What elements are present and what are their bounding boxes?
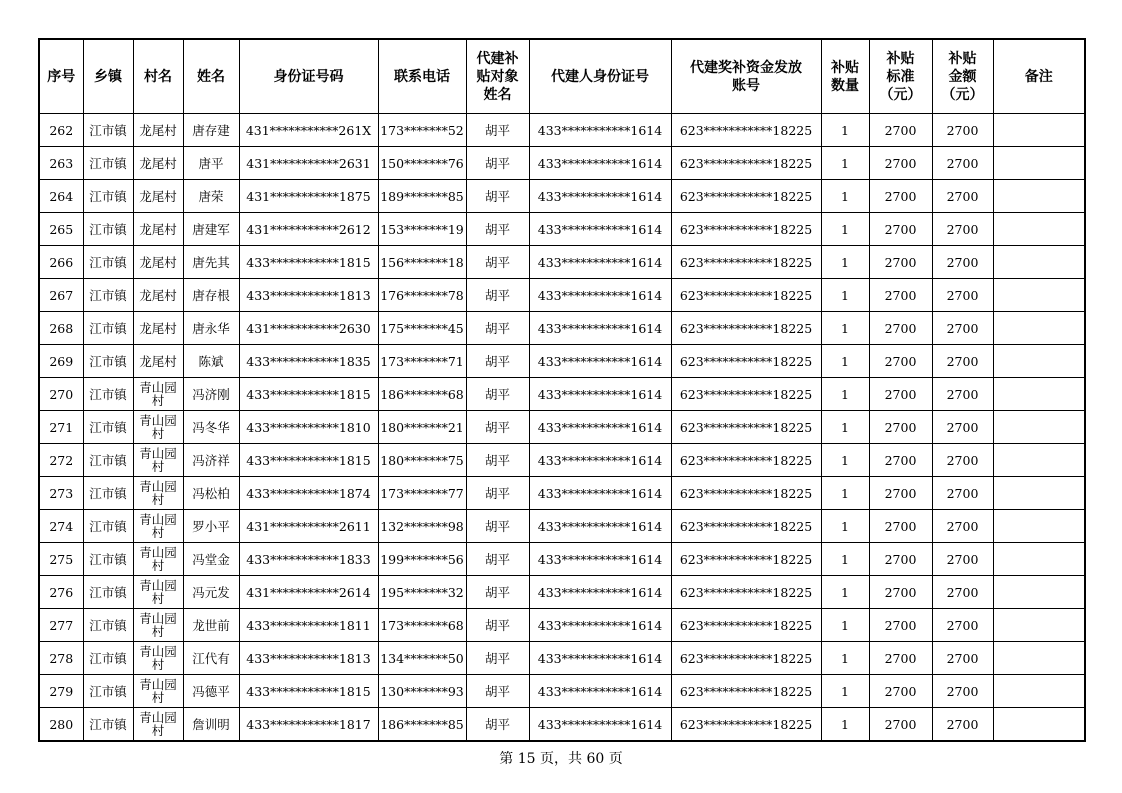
proxy-id-cell: 433***********1614	[529, 477, 671, 510]
seq-cell: 277	[39, 609, 83, 642]
remarks-cell	[993, 675, 1085, 708]
standard-cell: 2700	[869, 576, 932, 609]
village-cell: 青山园村	[133, 444, 183, 477]
proxy-id-cell: 433***********1614	[529, 114, 671, 147]
name-cell: 冯德平	[183, 675, 239, 708]
standard-cell: 2700	[869, 246, 932, 279]
quantity-cell: 1	[821, 213, 869, 246]
account-cell: 623***********18225	[671, 708, 821, 742]
proxy-name-cell: 胡平	[466, 345, 529, 378]
phone-cell: 132*******98	[378, 510, 466, 543]
name-cell: 冯堂金	[183, 543, 239, 576]
quantity-cell: 1	[821, 576, 869, 609]
quantity-cell: 1	[821, 477, 869, 510]
name-cell: 唐存根	[183, 279, 239, 312]
remarks-cell	[993, 411, 1085, 444]
town-cell: 江市镇	[83, 180, 133, 213]
name-cell: 冯济祥	[183, 444, 239, 477]
quantity-cell: 1	[821, 510, 869, 543]
town-cell: 江市镇	[83, 312, 133, 345]
id-number-cell: 433***********1811	[239, 609, 378, 642]
proxy-name-cell: 胡平	[466, 246, 529, 279]
standard-cell: 2700	[869, 675, 932, 708]
proxy-name-cell: 胡平	[466, 477, 529, 510]
table-row	[39, 543, 1085, 576]
town-cell: 江市镇	[83, 411, 133, 444]
table-row	[39, 114, 1085, 147]
standard-cell: 2700	[869, 708, 932, 742]
standard-cell: 2700	[869, 543, 932, 576]
account-cell: 623***********18225	[671, 114, 821, 147]
account-cell: 623***********18225	[671, 444, 821, 477]
table-body	[39, 114, 1085, 742]
id-number-cell: 433***********1817	[239, 708, 378, 742]
town-cell: 江市镇	[83, 213, 133, 246]
village-cell: 龙尾村	[133, 180, 183, 213]
amount-cell: 2700	[932, 279, 993, 312]
phone-cell: 199*******56	[378, 543, 466, 576]
proxy-name-cell: 胡平	[466, 708, 529, 742]
standard-cell: 2700	[869, 345, 932, 378]
proxy-id-cell: 433***********1614	[529, 576, 671, 609]
col-header-seq: 序号	[39, 39, 83, 114]
seq-cell: 270	[39, 378, 83, 411]
id-number-cell: 431***********2612	[239, 213, 378, 246]
remarks-cell	[993, 543, 1085, 576]
id-number-cell: 433***********1813	[239, 642, 378, 675]
remarks-cell	[993, 576, 1085, 609]
town-cell: 江市镇	[83, 477, 133, 510]
name-cell: 冯济刚	[183, 378, 239, 411]
account-cell: 623***********18225	[671, 147, 821, 180]
account-cell: 623***********18225	[671, 180, 821, 213]
amount-cell: 2700	[932, 642, 993, 675]
id-number-cell: 433***********1815	[239, 675, 378, 708]
phone-cell: 180*******21	[378, 411, 466, 444]
seq-cell: 275	[39, 543, 83, 576]
village-cell: 青山园村	[133, 576, 183, 609]
proxy-id-cell: 433***********1614	[529, 510, 671, 543]
col-header-id-number: 身份证号码	[239, 39, 378, 114]
seq-cell: 266	[39, 246, 83, 279]
village-cell: 龙尾村	[133, 279, 183, 312]
amount-cell: 2700	[932, 213, 993, 246]
village-cell: 青山园村	[133, 675, 183, 708]
proxy-name-cell: 胡平	[466, 444, 529, 477]
standard-cell: 2700	[869, 642, 932, 675]
amount-cell: 2700	[932, 444, 993, 477]
amount-cell: 2700	[932, 510, 993, 543]
quantity-cell: 1	[821, 114, 869, 147]
col-header-town: 乡镇	[83, 39, 133, 114]
col-header-standard: 补贴 标准 （元）	[869, 39, 932, 114]
village-cell: 龙尾村	[133, 147, 183, 180]
phone-cell: 156*******18	[378, 246, 466, 279]
account-cell: 623***********18225	[671, 576, 821, 609]
seq-cell: 273	[39, 477, 83, 510]
account-cell: 623***********18225	[671, 543, 821, 576]
amount-cell: 2700	[932, 378, 993, 411]
amount-cell: 2700	[932, 147, 993, 180]
quantity-cell: 1	[821, 345, 869, 378]
amount-cell: 2700	[932, 543, 993, 576]
name-cell: 唐建军	[183, 213, 239, 246]
table-row	[39, 477, 1085, 510]
village-cell: 青山园村	[133, 411, 183, 444]
col-header-proxy-id: 代建人身份证号	[529, 39, 671, 114]
standard-cell: 2700	[869, 279, 932, 312]
col-header-proxy-name: 代建补 贴对象 姓名	[466, 39, 529, 114]
name-cell: 唐荣	[183, 180, 239, 213]
id-number-cell: 431***********2611	[239, 510, 378, 543]
seq-cell: 278	[39, 642, 83, 675]
account-cell: 623***********18225	[671, 345, 821, 378]
phone-cell: 173*******68	[378, 609, 466, 642]
standard-cell: 2700	[869, 213, 932, 246]
remarks-cell	[993, 147, 1085, 180]
name-cell: 唐平	[183, 147, 239, 180]
remarks-cell	[993, 609, 1085, 642]
proxy-name-cell: 胡平	[466, 411, 529, 444]
amount-cell: 2700	[932, 708, 993, 742]
seq-cell: 271	[39, 411, 83, 444]
village-cell: 青山园村	[133, 708, 183, 742]
seq-cell: 269	[39, 345, 83, 378]
name-cell: 江代有	[183, 642, 239, 675]
col-header-account: 代建奖补资金发放 账号	[671, 39, 821, 114]
village-cell: 龙尾村	[133, 213, 183, 246]
seq-cell: 280	[39, 708, 83, 742]
quantity-cell: 1	[821, 675, 869, 708]
town-cell: 江市镇	[83, 543, 133, 576]
town-cell: 江市镇	[83, 642, 133, 675]
table-row	[39, 213, 1085, 246]
remarks-cell	[993, 510, 1085, 543]
quantity-cell: 1	[821, 444, 869, 477]
amount-cell: 2700	[932, 609, 993, 642]
remarks-cell	[993, 444, 1085, 477]
id-number-cell: 433***********1813	[239, 279, 378, 312]
proxy-id-cell: 433***********1614	[529, 246, 671, 279]
name-cell: 龙世前	[183, 609, 239, 642]
id-number-cell: 431***********2630	[239, 312, 378, 345]
phone-cell: 180*******75	[378, 444, 466, 477]
proxy-name-cell: 胡平	[466, 312, 529, 345]
account-cell: 623***********18225	[671, 609, 821, 642]
table-row	[39, 642, 1085, 675]
proxy-id-cell: 433***********1614	[529, 543, 671, 576]
seq-cell: 268	[39, 312, 83, 345]
amount-cell: 2700	[932, 411, 993, 444]
table-row	[39, 510, 1085, 543]
quantity-cell: 1	[821, 411, 869, 444]
account-cell: 623***********18225	[671, 411, 821, 444]
proxy-name-cell: 胡平	[466, 213, 529, 246]
name-cell: 詹训明	[183, 708, 239, 742]
village-cell: 青山园村	[133, 477, 183, 510]
remarks-cell	[993, 180, 1085, 213]
amount-cell: 2700	[932, 246, 993, 279]
col-header-village: 村名	[133, 39, 183, 114]
quantity-cell: 1	[821, 543, 869, 576]
amount-cell: 2700	[932, 312, 993, 345]
account-cell: 623***********18225	[671, 246, 821, 279]
proxy-name-cell: 胡平	[466, 543, 529, 576]
proxy-id-cell: 433***********1614	[529, 180, 671, 213]
id-number-cell: 433***********1815	[239, 246, 378, 279]
proxy-name-cell: 胡平	[466, 114, 529, 147]
id-number-cell: 433***********1874	[239, 477, 378, 510]
village-cell: 龙尾村	[133, 246, 183, 279]
table-row	[39, 180, 1085, 213]
seq-cell: 272	[39, 444, 83, 477]
proxy-name-cell: 胡平	[466, 378, 529, 411]
town-cell: 江市镇	[83, 378, 133, 411]
seq-cell: 279	[39, 675, 83, 708]
remarks-cell	[993, 477, 1085, 510]
phone-cell: 173*******77	[378, 477, 466, 510]
town-cell: 江市镇	[83, 114, 133, 147]
village-cell: 青山园村	[133, 642, 183, 675]
seq-cell: 264	[39, 180, 83, 213]
phone-cell: 175*******45	[378, 312, 466, 345]
table-row	[39, 378, 1085, 411]
name-cell: 罗小平	[183, 510, 239, 543]
proxy-id-cell: 433***********1614	[529, 609, 671, 642]
id-number-cell: 433***********1833	[239, 543, 378, 576]
quantity-cell: 1	[821, 147, 869, 180]
village-cell: 龙尾村	[133, 114, 183, 147]
table-row	[39, 444, 1085, 477]
account-cell: 623***********18225	[671, 378, 821, 411]
amount-cell: 2700	[932, 675, 993, 708]
phone-cell: 173*******71	[378, 345, 466, 378]
remarks-cell	[993, 279, 1085, 312]
town-cell: 江市镇	[83, 510, 133, 543]
proxy-id-cell: 433***********1614	[529, 213, 671, 246]
table-row	[39, 345, 1085, 378]
table-row	[39, 708, 1085, 742]
remarks-cell	[993, 642, 1085, 675]
table-row	[39, 609, 1085, 642]
town-cell: 江市镇	[83, 576, 133, 609]
name-cell: 冯元发	[183, 576, 239, 609]
col-header-remarks: 备注	[993, 39, 1085, 114]
table-row	[39, 675, 1085, 708]
proxy-name-cell: 胡平	[466, 642, 529, 675]
proxy-id-cell: 433***********1614	[529, 378, 671, 411]
quantity-cell: 1	[821, 180, 869, 213]
seq-cell: 265	[39, 213, 83, 246]
town-cell: 江市镇	[83, 675, 133, 708]
standard-cell: 2700	[869, 378, 932, 411]
quantity-cell: 1	[821, 312, 869, 345]
remarks-cell	[993, 213, 1085, 246]
village-cell: 青山园村	[133, 543, 183, 576]
table-row	[39, 246, 1085, 279]
amount-cell: 2700	[932, 114, 993, 147]
standard-cell: 2700	[869, 477, 932, 510]
seq-cell: 263	[39, 147, 83, 180]
proxy-name-cell: 胡平	[466, 510, 529, 543]
account-cell: 623***********18225	[671, 279, 821, 312]
name-cell: 冯冬华	[183, 411, 239, 444]
town-cell: 江市镇	[83, 444, 133, 477]
account-cell: 623***********18225	[671, 312, 821, 345]
page-footer: 第 15 页，共 60 页	[499, 751, 623, 767]
remarks-cell	[993, 114, 1085, 147]
proxy-id-cell: 433***********1614	[529, 312, 671, 345]
phone-cell: 186*******85	[378, 708, 466, 742]
amount-cell: 2700	[932, 345, 993, 378]
amount-cell: 2700	[932, 180, 993, 213]
standard-cell: 2700	[869, 609, 932, 642]
standard-cell: 2700	[869, 411, 932, 444]
standard-cell: 2700	[869, 147, 932, 180]
proxy-id-cell: 433***********1614	[529, 345, 671, 378]
name-cell: 陈斌	[183, 345, 239, 378]
id-number-cell: 431***********261X	[239, 114, 378, 147]
amount-cell: 2700	[932, 576, 993, 609]
table-row	[39, 312, 1085, 345]
remarks-cell	[993, 345, 1085, 378]
seq-cell: 267	[39, 279, 83, 312]
proxy-id-cell: 433***********1614	[529, 279, 671, 312]
account-cell: 623***********18225	[671, 675, 821, 708]
table-row	[39, 279, 1085, 312]
proxy-name-cell: 胡平	[466, 675, 529, 708]
name-cell: 冯松柏	[183, 477, 239, 510]
phone-cell: 153*******19	[378, 213, 466, 246]
town-cell: 江市镇	[83, 345, 133, 378]
quantity-cell: 1	[821, 246, 869, 279]
standard-cell: 2700	[869, 114, 932, 147]
phone-cell: 150*******76	[378, 147, 466, 180]
table-row	[39, 576, 1085, 609]
amount-cell: 2700	[932, 477, 993, 510]
proxy-name-cell: 胡平	[466, 147, 529, 180]
phone-cell: 186*******68	[378, 378, 466, 411]
town-cell: 江市镇	[83, 246, 133, 279]
standard-cell: 2700	[869, 510, 932, 543]
proxy-id-cell: 433***********1614	[529, 675, 671, 708]
proxy-name-cell: 胡平	[466, 609, 529, 642]
village-cell: 青山园村	[133, 609, 183, 642]
standard-cell: 2700	[869, 180, 932, 213]
proxy-id-cell: 433***********1614	[529, 708, 671, 742]
seq-cell: 276	[39, 576, 83, 609]
col-header-amount: 补贴 金额 （元）	[932, 39, 993, 114]
account-cell: 623***********18225	[671, 642, 821, 675]
village-cell: 龙尾村	[133, 345, 183, 378]
name-cell: 唐先其	[183, 246, 239, 279]
phone-cell: 134*******50	[378, 642, 466, 675]
standard-cell: 2700	[869, 444, 932, 477]
id-number-cell: 433***********1835	[239, 345, 378, 378]
phone-cell: 176*******78	[378, 279, 466, 312]
proxy-name-cell: 胡平	[466, 576, 529, 609]
seq-cell: 262	[39, 114, 83, 147]
id-number-cell: 431***********2614	[239, 576, 378, 609]
quantity-cell: 1	[821, 279, 869, 312]
id-number-cell: 433***********1815	[239, 378, 378, 411]
account-cell: 623***********18225	[671, 213, 821, 246]
quantity-cell: 1	[821, 642, 869, 675]
phone-cell: 195*******32	[378, 576, 466, 609]
village-cell: 青山园村	[133, 510, 183, 543]
table-row	[39, 411, 1085, 444]
col-header-phone: 联系电话	[378, 39, 466, 114]
remarks-cell	[993, 246, 1085, 279]
village-cell: 青山园村	[133, 378, 183, 411]
remarks-cell	[993, 708, 1085, 742]
town-cell: 江市镇	[83, 708, 133, 742]
subsidy-table	[38, 38, 1086, 742]
phone-cell: 130*******93	[378, 675, 466, 708]
proxy-id-cell: 433***********1614	[529, 642, 671, 675]
proxy-id-cell: 433***********1614	[529, 411, 671, 444]
standard-cell: 2700	[869, 312, 932, 345]
id-number-cell: 431***********2631	[239, 147, 378, 180]
col-header-quantity: 补贴 数量	[821, 39, 869, 114]
proxy-id-cell: 433***********1614	[529, 444, 671, 477]
name-cell: 唐存建	[183, 114, 239, 147]
remarks-cell	[993, 378, 1085, 411]
proxy-name-cell: 胡平	[466, 279, 529, 312]
town-cell: 江市镇	[83, 609, 133, 642]
name-cell: 唐永华	[183, 312, 239, 345]
quantity-cell: 1	[821, 378, 869, 411]
remarks-cell	[993, 312, 1085, 345]
account-cell: 623***********18225	[671, 477, 821, 510]
header-row	[39, 39, 1085, 114]
quantity-cell: 1	[821, 708, 869, 742]
proxy-id-cell: 433***********1614	[529, 147, 671, 180]
id-number-cell: 433***********1815	[239, 444, 378, 477]
phone-cell: 189*******85	[378, 180, 466, 213]
id-number-cell: 431***********1875	[239, 180, 378, 213]
village-cell: 龙尾村	[133, 312, 183, 345]
col-header-name: 姓名	[183, 39, 239, 114]
phone-cell: 173*******52	[378, 114, 466, 147]
proxy-name-cell: 胡平	[466, 180, 529, 213]
account-cell: 623***********18225	[671, 510, 821, 543]
town-cell: 江市镇	[83, 279, 133, 312]
seq-cell: 274	[39, 510, 83, 543]
id-number-cell: 433***********1810	[239, 411, 378, 444]
town-cell: 江市镇	[83, 147, 133, 180]
quantity-cell: 1	[821, 609, 869, 642]
table-row	[39, 147, 1085, 180]
